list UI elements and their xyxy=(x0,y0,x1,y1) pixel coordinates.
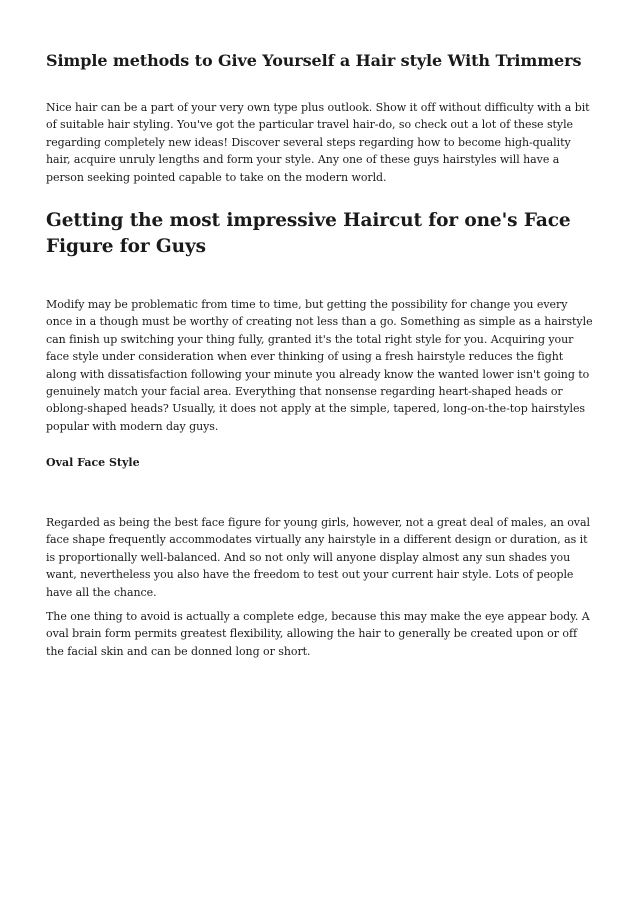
oval-face-subheading: Oval Face Style xyxy=(46,456,140,469)
section-heading: Getting the most impressive Haircut for one's Face Figure for Guys xyxy=(46,210,571,257)
oval-paragraph-1: Regarded as being the best face figure for young girls, however, not a great deal of males, an oval face shape frequently accommodates virtually any hairstyle in a different design or duration, as it is proportionally well-balanced. And so not only will anyone display almost any sun shades you want, nevertheless you also have the freedom to test out your current hair style. Lots of people have all the chance. xyxy=(46,516,590,599)
document-title: Simple methods to Give Yourself a Hair style With Trimmers xyxy=(46,51,582,70)
oval-paragraph-2: The one thing to avoid is actually a complete edge, because this may make the eye appear body. A oval brain form permits greatest flexibility, allowing the hair to generally be created upon or off the facial skin and can be donned long or short. xyxy=(46,610,590,658)
intro-paragraph: Nice hair can be a part of your very own type plus outlook. Show it off without difficulty with a bit of suitable hair styling. You've got the particular travel hair-do, so check out a lot of these style regarding completely new ideas! Discover several steps regarding how to become high-quality hair, acquire unruly lengths and form your style. Any one of these guys hairstyles will have a person seeking pointed capable to take on the modern world. xyxy=(46,101,590,184)
section-paragraph: Modify may be problematic from time to time, but getting the possibility for change you every once in a though must be worthy of creating not less than a go. Something as simple as a hairstyle can finish up switching your thing fully, granted it's the total right style for you. Acquiring your face style under consideration when ever thinking of using a fresh hairstyle reduces the fight along with dissatisfaction following your minute you already know the wanted lower isn't going to genuinely match your facial area. Everything that nonsense regarding heart-shaped heads or oblong-shaped heads? Usually, it does not apply at the simple, tapered, long-on-the-top hairstyles popular with modern day guys. xyxy=(46,298,593,433)
